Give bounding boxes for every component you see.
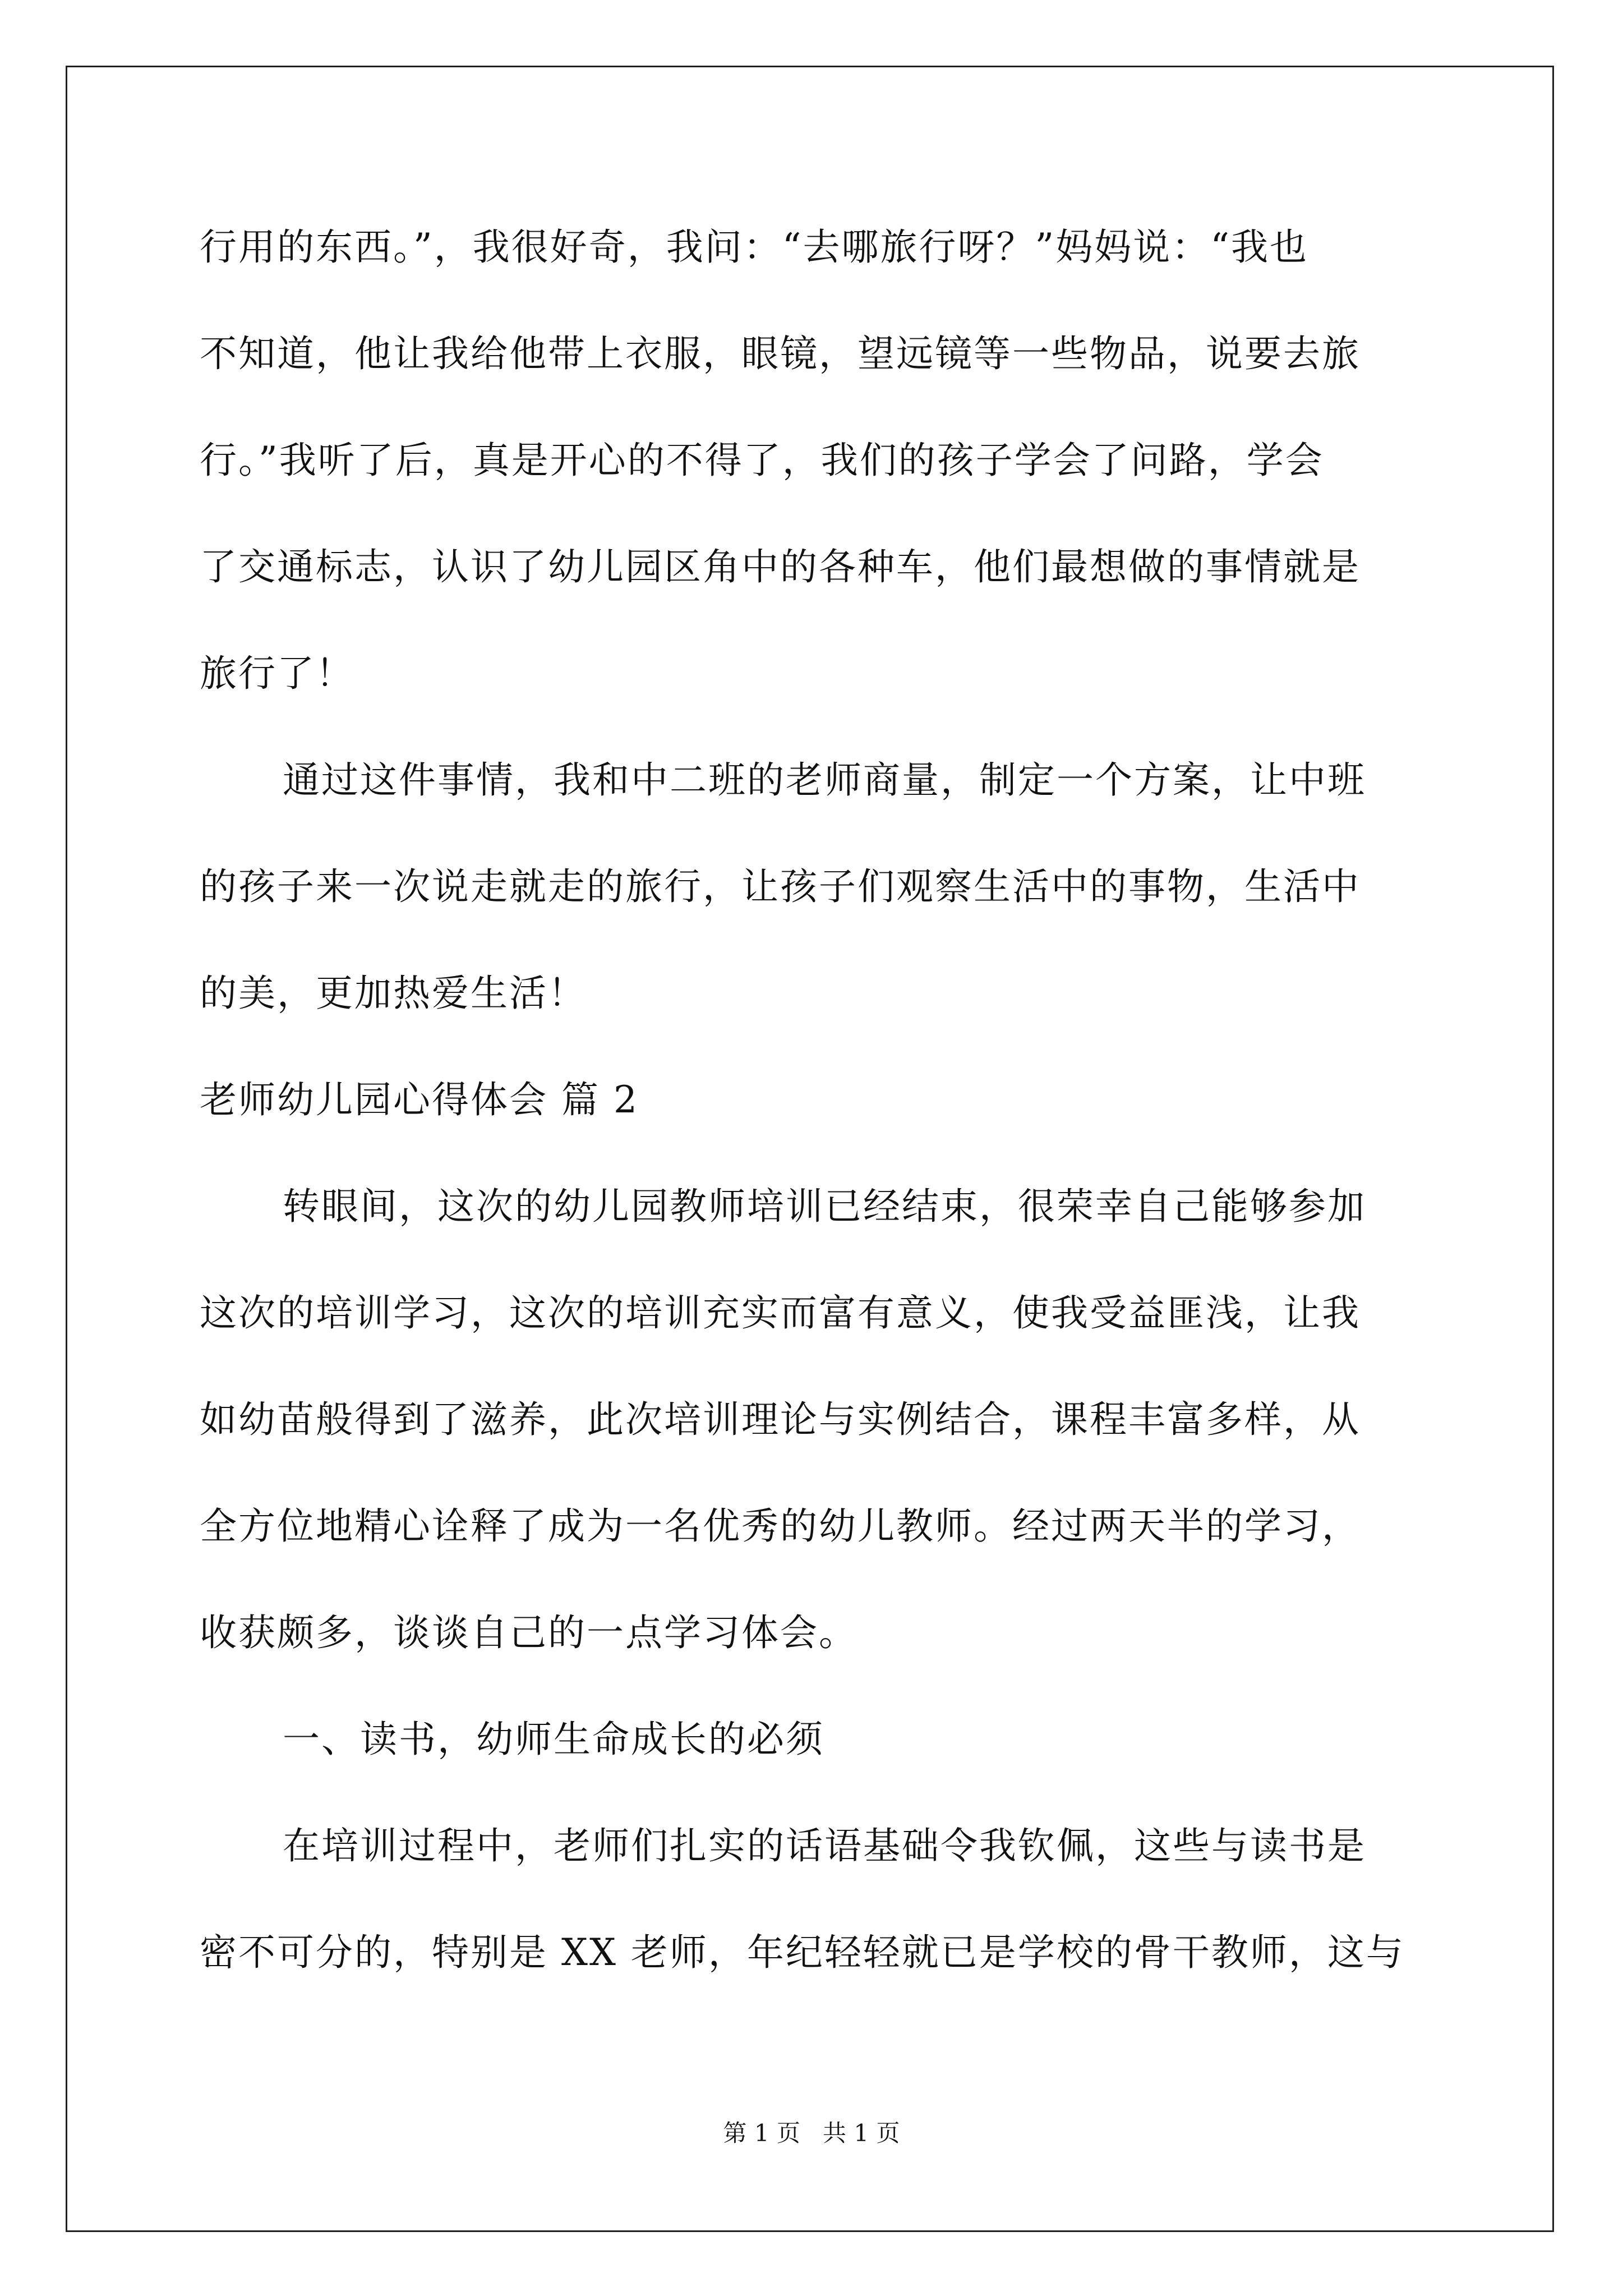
- text-line: 的美，更加热爱生活！: [200, 972, 587, 1015]
- text-line: 行用的东西。”，我很好奇，我问：“去哪旅行呀？”妈妈说：“我也: [200, 226, 1308, 269]
- page-border: [66, 66, 1554, 2232]
- text-line: 密不可分的，特别是 XX 老师，年纪轻轻就已是学校的骨干教师，这与: [200, 1931, 1405, 1974]
- text-line: 的孩子来一次说走就走的旅行，让孩子们观察生活中的事物，生活中: [200, 865, 1361, 908]
- page-footer: 第 1 页 共 1 页: [723, 2119, 900, 2147]
- text-line: 这次的培训学习，这次的培训充实而富有意义，使我受益匪浅，让我: [200, 1291, 1361, 1335]
- text-line: 不知道，他让我给他带上衣服，眼镜，望远镜等一些物品，说要去旅: [200, 332, 1361, 375]
- text-line: 如幼苗般得到了滋养，此次培训理论与实例结合，课程丰富多样，从: [200, 1398, 1361, 1441]
- text-line: 收获颇多，谈谈自己的一点学习体会。: [200, 1611, 857, 1654]
- paragraph-start-line: 在培训过程中，老师们扎实的话语基础令我钦佩，这些与读书是: [283, 1824, 1366, 1867]
- text-line: 旅行了！: [200, 652, 354, 695]
- paragraph-start-line: 通过这件事情，我和中二班的老师商量，制定一个方案，让中班: [283, 758, 1366, 802]
- text-line: 行。”我听了后，真是开心的不得了，我们的孩子学会了问路，学会: [200, 439, 1324, 482]
- paragraph-start-line: 转眼间，这次的幼儿园教师培训已经结束，很荣幸自己能够参加: [283, 1185, 1366, 1228]
- text-line: 全方位地精心诠释了成为一名优秀的幼儿教师。经过两天半的学习，: [200, 1504, 1361, 1548]
- text-line: 了交通标志，认识了幼儿园区角中的各种车，他们最想做的事情就是: [200, 545, 1361, 588]
- subheading: 一、读书，幼师生命成长的必须: [283, 1718, 824, 1761]
- section-heading: 老师幼儿园心得体会 篇 2: [200, 1078, 639, 1121]
